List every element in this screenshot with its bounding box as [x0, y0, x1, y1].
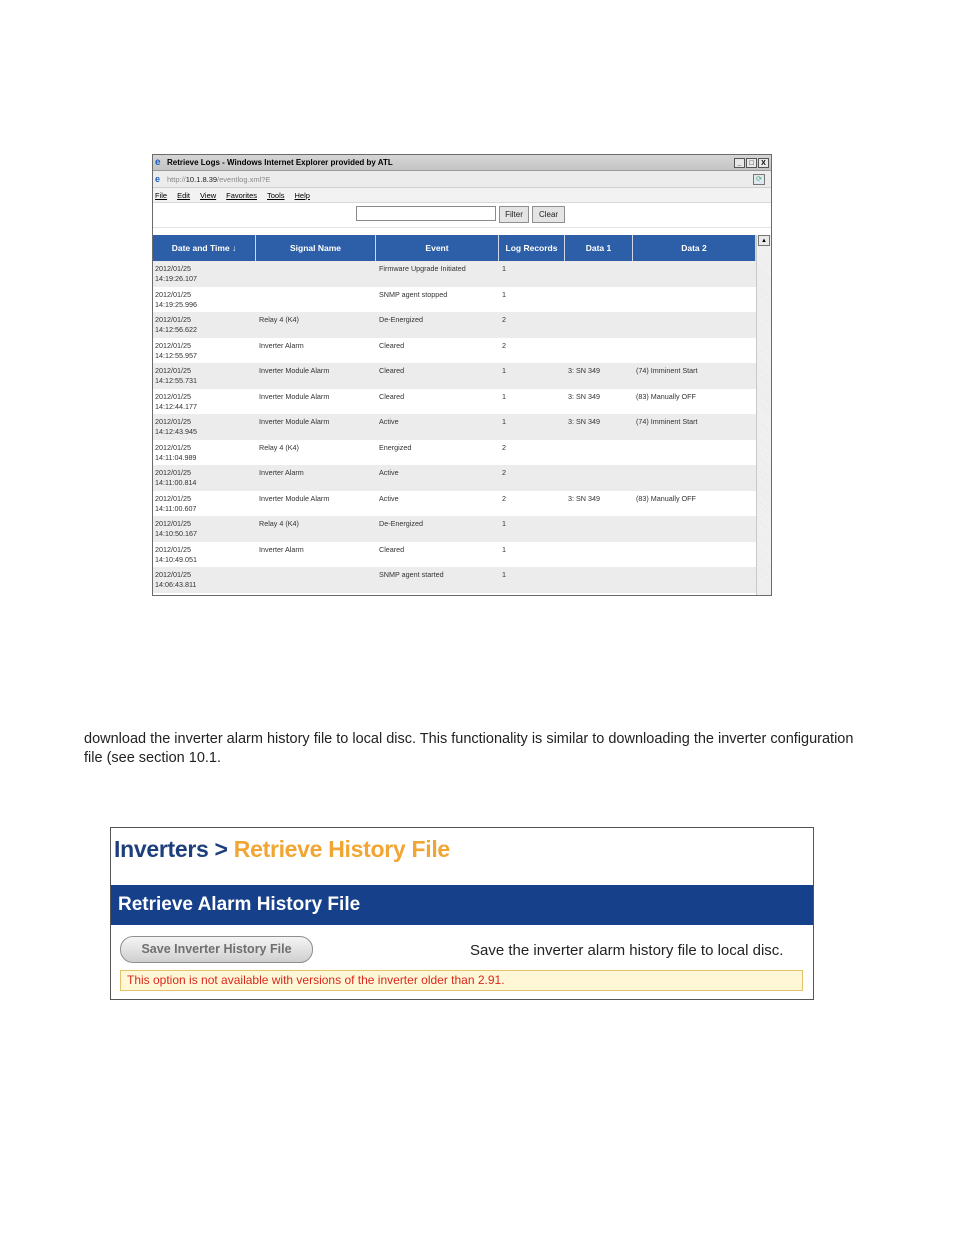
- ie-logo-icon: e: [155, 156, 161, 168]
- table-row[interactable]: [153, 287, 756, 313]
- menu-tools[interactable]: Tools: [267, 190, 285, 200]
- cell-log-records: 2: [502, 315, 506, 324]
- cell-signal-name: [256, 567, 376, 593]
- cell-data-2: [633, 542, 756, 568]
- table-row[interactable]: [153, 338, 756, 364]
- cell-data-2: (83) Manually OFF: [636, 493, 696, 503]
- maximize-button[interactable]: □: [746, 158, 757, 168]
- menu-edit[interactable]: Edit: [177, 190, 191, 200]
- cell-signal-name: Inverter Alarm: [259, 468, 304, 477]
- cell-log-records: 1: [502, 544, 506, 554]
- cell-date-time: [153, 338, 256, 364]
- cell-time: 14:11:04.989: [155, 452, 197, 462]
- col-event[interactable]: Event: [376, 235, 499, 261]
- table-row[interactable]: [153, 491, 756, 517]
- cell-date: 2012/01/25: [155, 340, 191, 350]
- cell-event: SNMP agent stopped: [379, 289, 448, 299]
- cell-data-2: [633, 338, 756, 364]
- cell-log-records: 1: [502, 417, 506, 426]
- cell-date: 2012/01/25: [155, 391, 191, 401]
- breadcrumb-inverters[interactable]: Inverters: [114, 836, 209, 862]
- event-log-table: [153, 235, 756, 593]
- save-description: Save the inverter alarm history file to local disc.: [470, 942, 784, 959]
- cell-data-2: [633, 465, 756, 491]
- cell-data-1: [565, 465, 633, 491]
- cell-date-time: [153, 567, 256, 593]
- cell-log-records: 1: [502, 366, 506, 375]
- vertical-scrollbar[interactable]: [756, 235, 771, 596]
- cell-data-1: [565, 516, 633, 542]
- cell-date: 2012/01/25: [155, 366, 191, 375]
- col-log-records[interactable]: Log Records: [499, 235, 565, 261]
- table-row[interactable]: [153, 440, 756, 466]
- table-row[interactable]: [153, 389, 756, 415]
- cell-event: SNMP agent started: [379, 570, 444, 579]
- cell-date-time: [153, 414, 256, 440]
- cell-signal-name: Inverter Module Alarm: [259, 417, 330, 426]
- cell-event: Cleared: [379, 544, 405, 554]
- cell-data-2: [633, 261, 756, 287]
- cell-data-2: [633, 312, 756, 338]
- cell-time: 14:19:25.996: [155, 299, 197, 309]
- cell-event: Active: [379, 493, 399, 503]
- cell-date: 2012/01/25: [155, 570, 191, 579]
- retrieve-history-panel: [110, 827, 814, 1000]
- cell-time: 14:12:44.177: [155, 401, 197, 411]
- table-body: [153, 261, 756, 593]
- version-warning: This option is not available with versions of the inverter older than 2.91.: [120, 970, 803, 991]
- cell-time: 14:12:43.945: [155, 427, 197, 436]
- cell-data-1: [565, 567, 633, 593]
- cell-event: Active: [379, 417, 399, 426]
- cell-signal-name: Relay 4 (K4): [259, 519, 299, 528]
- cell-event: De-Energized: [379, 519, 423, 528]
- cell-log-records: 1: [502, 391, 506, 401]
- cell-time: 14:12:55.957: [155, 350, 197, 360]
- cell-data-1: [565, 338, 633, 364]
- cell-log-records: 1: [502, 570, 506, 579]
- cell-data-1: 3: SN 349: [568, 366, 600, 375]
- cell-time: 14:10:49.051: [155, 554, 197, 564]
- cell-data-1: [565, 287, 633, 313]
- table-row[interactable]: [153, 414, 756, 440]
- cell-date-time: [153, 312, 256, 338]
- cell-date-time: [153, 542, 256, 568]
- cell-signal-name: Inverter Module Alarm: [259, 391, 330, 401]
- address-prefix: http://: [167, 174, 186, 184]
- table-row[interactable]: [153, 312, 756, 338]
- cell-signal-name: Relay 4 (K4): [259, 442, 299, 452]
- cell-date: 2012/01/25: [155, 519, 191, 528]
- cell-date: 2012/01/25: [155, 289, 191, 299]
- cell-event: Active: [379, 468, 399, 477]
- cell-data-2: [633, 516, 756, 542]
- cell-time: 14:06:43.811: [155, 580, 197, 589]
- cell-signal-name: Inverter Alarm: [259, 544, 304, 554]
- filter-button[interactable]: Filter: [499, 206, 529, 223]
- cell-date: 2012/01/25: [155, 493, 191, 503]
- cell-time: 14:11:00.814: [155, 478, 197, 487]
- cell-log-records: 1: [502, 289, 506, 299]
- table-row[interactable]: [153, 465, 756, 491]
- cell-event: Firmware Upgrade Initiated: [379, 264, 466, 273]
- cell-signal-name: [256, 287, 376, 313]
- address-path: /eventlog.xml?E: [217, 174, 271, 184]
- cell-event: Cleared: [379, 366, 405, 375]
- cell-date: 2012/01/25: [155, 468, 191, 477]
- cell-log-records: 1: [502, 519, 506, 528]
- cell-event: Cleared: [379, 340, 405, 350]
- section-title: Retrieve Alarm History File: [111, 885, 813, 925]
- cell-date-time: [153, 363, 256, 389]
- menu-favorites[interactable]: Favorites: [226, 190, 257, 200]
- breadcrumb: [114, 836, 450, 863]
- cell-data-1: [565, 440, 633, 466]
- table-header: [153, 235, 756, 261]
- cell-data-2: [633, 287, 756, 313]
- cell-data-2: (74) Imminent Start: [636, 366, 698, 375]
- cell-date-time: [153, 287, 256, 313]
- scroll-up-icon[interactable]: ▲: [758, 235, 770, 246]
- retrieve-logs-window: [152, 154, 772, 596]
- cell-date-time: [153, 491, 256, 517]
- cell-time: 14:11:00.607: [155, 503, 197, 513]
- cell-date: 2012/01/25: [155, 264, 191, 273]
- breadcrumb-current: Retrieve History File: [233, 836, 450, 862]
- cell-date: 2012/01/25: [155, 417, 191, 426]
- cell-data-1: 3: SN 349: [568, 417, 600, 426]
- cell-log-records: 2: [502, 493, 506, 503]
- cell-date-time: [153, 261, 256, 287]
- table-row[interactable]: [153, 567, 756, 593]
- cell-data-2: [633, 440, 756, 466]
- cell-log-records: 2: [502, 468, 506, 477]
- col-date-time[interactable]: Date and Time ↓: [153, 235, 256, 261]
- address-host: 10.1.8.39: [185, 174, 218, 184]
- address-bar[interactable]: [153, 171, 771, 188]
- col-data-1[interactable]: Data 1: [565, 235, 633, 261]
- refresh-icon[interactable]: ⟳: [753, 174, 765, 185]
- filter-bar: [153, 203, 771, 228]
- cell-event: Energized: [379, 442, 412, 452]
- cell-data-1: 3: SN 349: [568, 493, 600, 503]
- cell-date-time: [153, 389, 256, 415]
- col-data-2[interactable]: Data 2: [633, 235, 756, 261]
- body-paragraph: download the inverter alarm history file to local disc. This functionality is similar to downloading the inverter configuration file (see section 10.1.: [84, 731, 854, 766]
- menu-view[interactable]: View: [200, 190, 217, 200]
- table-row[interactable]: [153, 363, 756, 389]
- cell-time: 14:10:50.167: [155, 529, 197, 538]
- menu-help[interactable]: Help: [294, 190, 310, 200]
- table-row[interactable]: [153, 516, 756, 542]
- cell-signal-name: Inverter Module Alarm: [259, 493, 330, 503]
- cell-data-2: [633, 567, 756, 593]
- cell-event: De-Energized: [379, 315, 423, 324]
- cell-date: 2012/01/25: [155, 315, 191, 324]
- cell-date: 2012/01/25: [155, 544, 191, 554]
- cell-data-1: [565, 312, 633, 338]
- cell-date-time: [153, 516, 256, 542]
- cell-data-1: 3: SN 349: [568, 391, 600, 401]
- table-row[interactable]: [153, 542, 756, 568]
- window-controls: [734, 158, 769, 168]
- save-inverter-history-button[interactable]: Save Inverter History File: [120, 936, 313, 963]
- cell-data-1: [565, 542, 633, 568]
- cell-data-2: (83) Manually OFF: [636, 391, 696, 401]
- cell-time: 14:12:56.622: [155, 325, 197, 334]
- cell-signal-name: Inverter Alarm: [259, 340, 304, 350]
- cell-date-time: [153, 440, 256, 466]
- cell-log-records: 1: [502, 264, 506, 273]
- cell-log-records: 2: [502, 442, 506, 452]
- minimize-button[interactable]: _: [734, 158, 745, 168]
- cell-signal-name: Relay 4 (K4): [259, 315, 299, 324]
- window-titlebar: [153, 155, 771, 171]
- menu-file[interactable]: File: [155, 190, 168, 200]
- page-icon: e: [155, 173, 161, 184]
- close-button[interactable]: X: [758, 158, 769, 168]
- cell-date: 2012/01/25: [155, 442, 191, 452]
- cell-data-2: (74) Imminent Start: [636, 417, 698, 426]
- clear-button[interactable]: Clear: [532, 206, 565, 223]
- cell-data-1: [565, 261, 633, 287]
- cell-signal-name: Inverter Module Alarm: [259, 366, 330, 375]
- table-row[interactable]: [153, 261, 756, 287]
- cell-time: 14:19:26.107: [155, 274, 197, 283]
- cell-event: Cleared: [379, 391, 405, 401]
- col-signal-name[interactable]: Signal Name: [256, 235, 376, 261]
- menu-bar: [153, 188, 771, 203]
- cell-signal-name: [256, 261, 376, 287]
- window-title: Retrieve Logs - Windows Internet Explorer provided by ATL: [167, 158, 393, 167]
- cell-date-time: [153, 465, 256, 491]
- breadcrumb-separator: >: [208, 836, 234, 862]
- cell-log-records: 2: [502, 340, 506, 350]
- cell-time: 14:12:55.731: [155, 376, 197, 385]
- filter-input[interactable]: [356, 206, 496, 221]
